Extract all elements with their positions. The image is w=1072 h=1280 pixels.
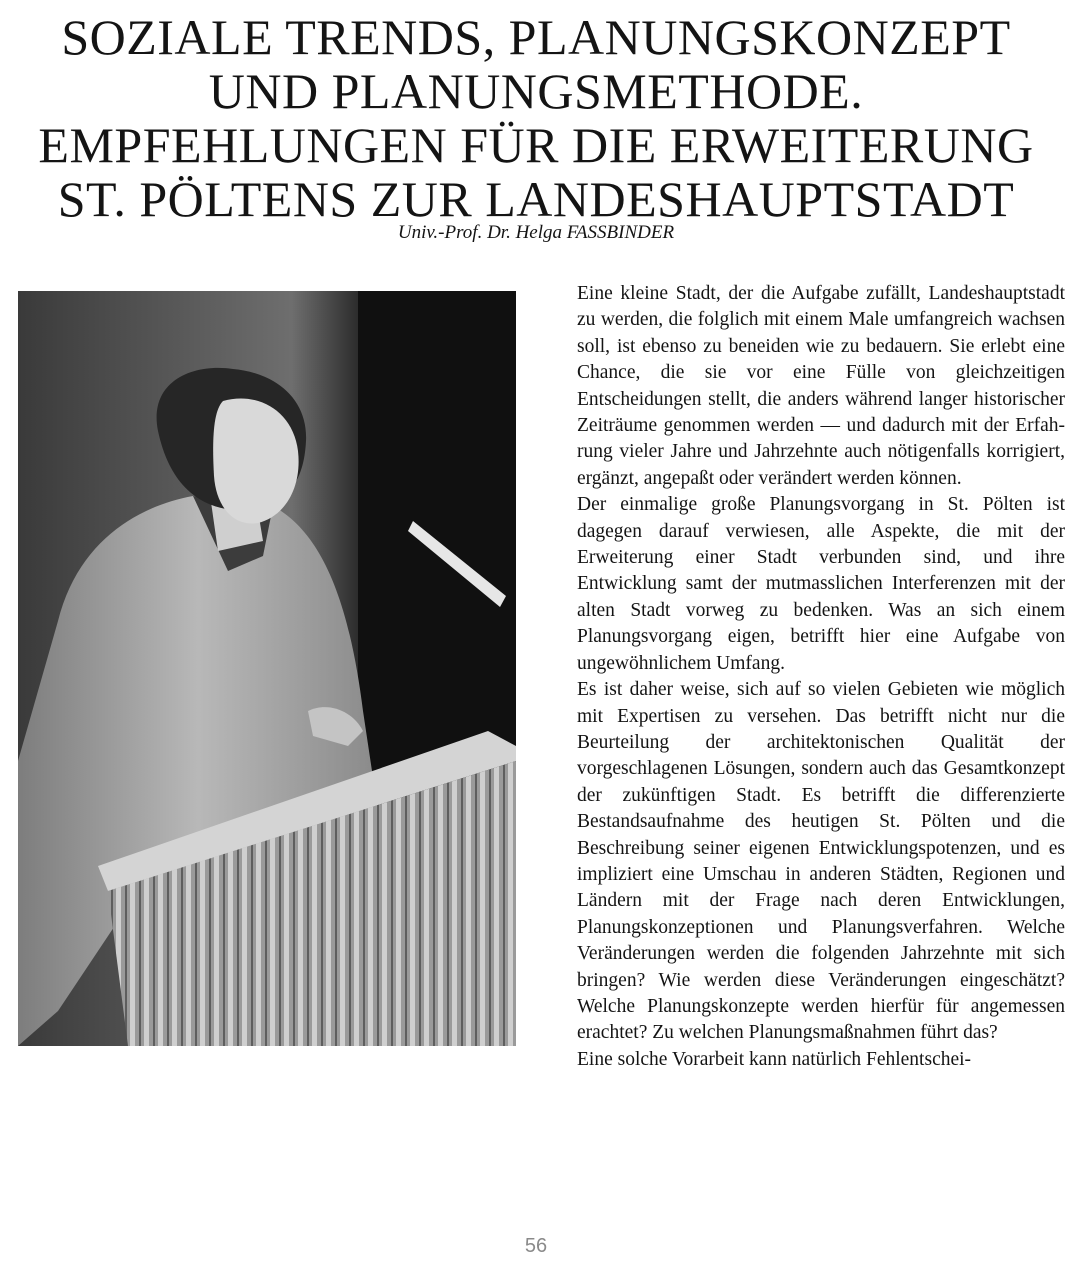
page-number: 56: [524, 1235, 548, 1257]
title-line-2: UND PLANUNGSMETHODE.: [208, 63, 864, 119]
paragraph-4: Eine solche Vorarbeit kann natürlich Fehlentschei-: [577, 1048, 972, 1070]
article-title: [0, 10, 1072, 226]
title-line-1: SOZIALE TRENDS, PLANUNGSKONZEPT: [61, 9, 1011, 65]
speaker-photo: [18, 291, 516, 1046]
author-byline: Univ.-Prof. Dr. Helga FASSBINDER: [397, 222, 675, 243]
paragraph-1: Eine kleine Stadt, der die Aufgabe zufällt, Landeshauptstadt zu werden, die folglich mit einem Male umfangreich wachsen soll, ist ebenso zu beneiden wie zu bedauern. Sie erlebt eine Chance, die sie vor eine Fülle von gleichzeitigen Entscheidungen stellt, die anders während langer historischer Zeiträume genommen werden — und dadurch mit der Erfahrung vieler Jahre und Jahrzehnte auch nötigenfalls korrigiert, ergänzt, angepaßt oder verändert werden können.: [577, 283, 1065, 489]
article-body: [577, 281, 1065, 1073]
paragraph-2: Der einmalige große Planungsvorgang in St. Pölten ist dagegen darauf verwiesen, alle Aspekte, die mit der Erweiterung einer Stadt verbunden sind, und ihre Entwicklung samt der mutmasslichen Interferenzen mit der alten Stadt vorweg zu bedenken. Was an sich einem Planungsvorgang eigen, betrifft hier eine Aufgabe von ungewöhnlichem Umfang.: [577, 494, 1065, 674]
title-line-4: ST. PÖLTENS ZUR LANDESHAUPTSTADT: [57, 171, 1015, 227]
title-line-3: EMPFEHLUNGEN FÜR DIE ERWEITERUNG: [38, 117, 1034, 173]
paragraph-3: Es ist daher weise, sich auf so vielen Gebieten wie möglich mit Expertisen zu versehen. Das betrifft nicht nur die Beurteilung der architektonischen Qualität der vorgeschlagenen Lösungen, sondern auch das Gesamtkonzept der zukünftigen Stadt. Es betrifft die differenzierte Bestandsaufnahme des heutigen St. Pölten und die Beschreibung seiner eigenen Entwicklungspotenzen, und es impliziert eine Umschau in anderen Städten, Regionen und Ländern mit der Frage nach deren Entwicklungen, Planungskonzeptionen und Planungsverfahren. Welche Veränderungen werden die folgenden Jahrzehnte mit sich bringen? Wie werden diese Veränderungen eingeschätzt? Welche Planungskonzepte werden hierfür für angemessen erachtet? Zu welchen Planungsmaßnahmen führt das?: [577, 679, 1065, 1044]
